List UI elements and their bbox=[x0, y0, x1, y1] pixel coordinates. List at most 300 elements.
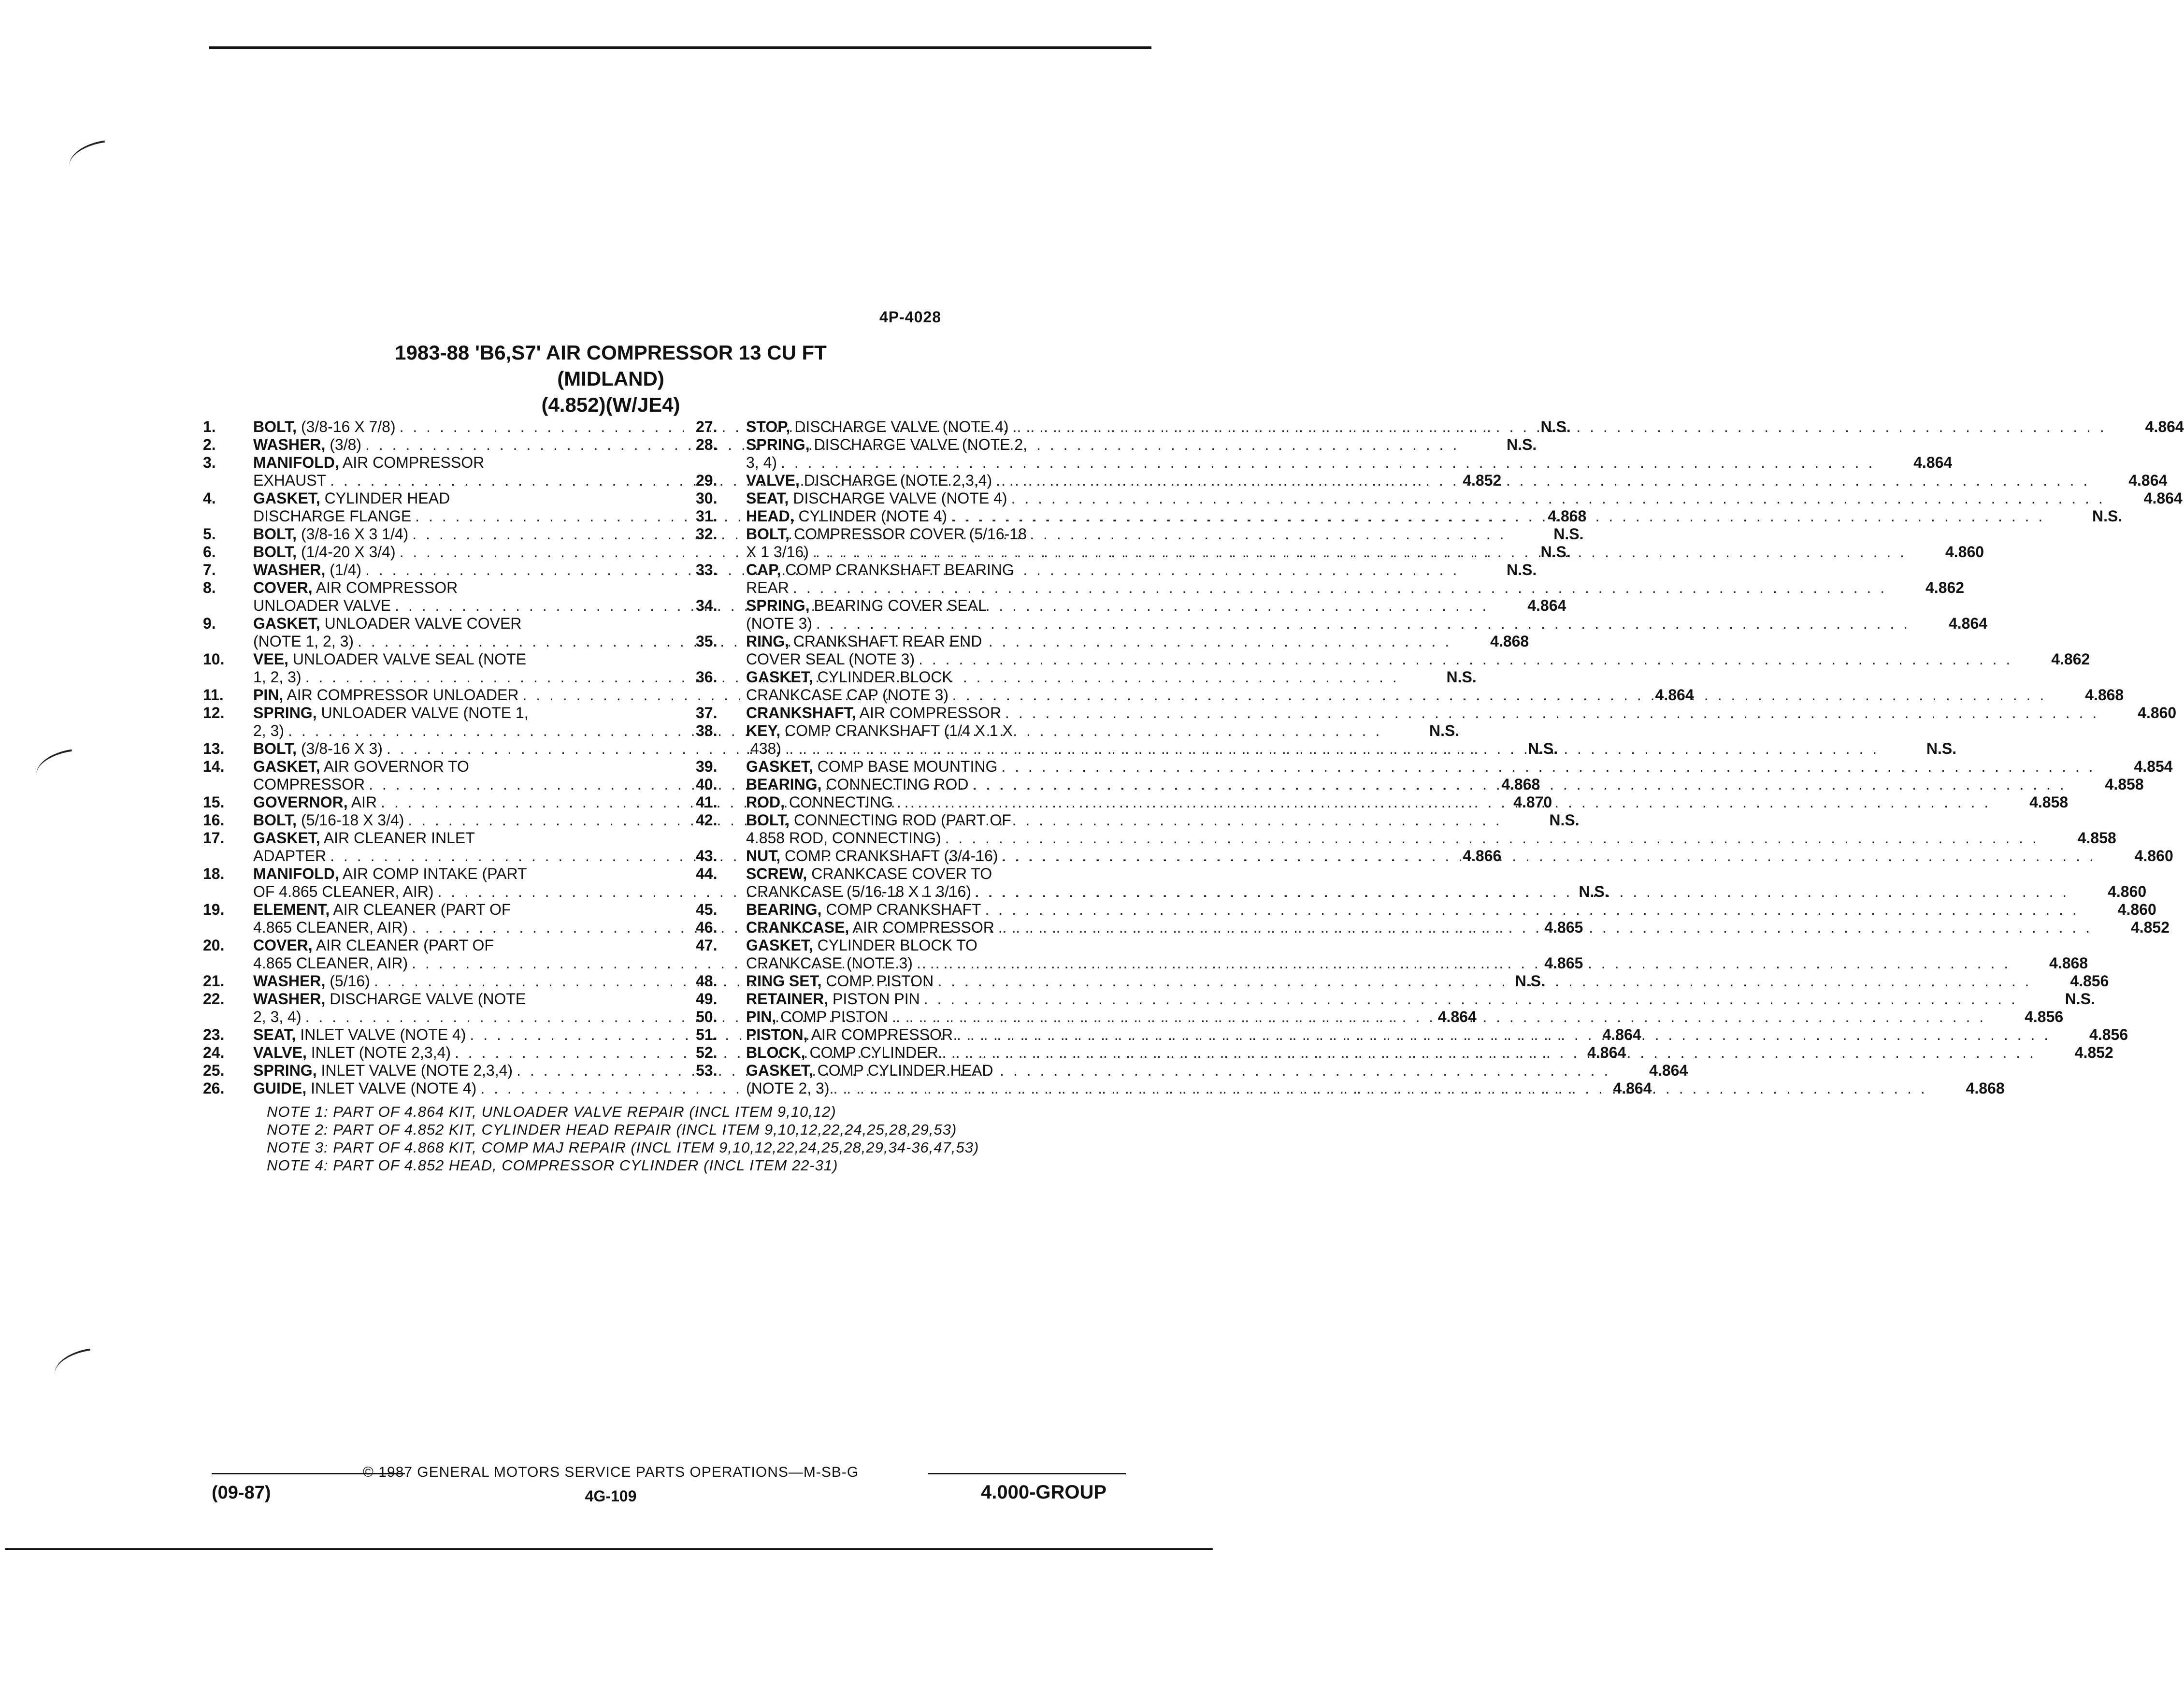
item-number: 13. bbox=[203, 740, 225, 757]
item-name: SCREW, bbox=[746, 865, 807, 882]
page-title-line-1: 1983-88 'B6,S7' AIR COMPRESSOR 13 CU FT bbox=[395, 341, 827, 364]
part-number: 4.860 bbox=[2117, 901, 2156, 918]
part-number: 4.868 bbox=[1501, 776, 1540, 793]
item-name: WASHER, bbox=[253, 972, 326, 990]
item-description-line bbox=[746, 954, 2088, 972]
part-number: 4.860 bbox=[2138, 704, 2177, 721]
item-description-line bbox=[746, 740, 1956, 758]
item-name: SEAT, bbox=[253, 1026, 296, 1043]
note-1: NOTE 1: PART OF 4.864 KIT, UNLOADER VALVE REPAIR (INCL ITEM 9,10,12) bbox=[267, 1103, 836, 1120]
item-detail: INLET VALVE (NOTE 4) bbox=[306, 1080, 477, 1097]
bottom-rule bbox=[5, 1548, 1213, 1550]
item-detail: DISCHARGE VALVE (NOTE 4) bbox=[790, 418, 1009, 435]
item-number: 10. bbox=[203, 650, 225, 668]
item-number: 12. bbox=[203, 704, 225, 721]
dot-leader bbox=[997, 758, 2095, 776]
part-number: 4.852 bbox=[2074, 1044, 2113, 1061]
part-number: 4.852 bbox=[2130, 919, 2170, 936]
item-detail: DISCHARGE (NOTE 2,3,4) bbox=[799, 472, 992, 489]
item-number: 48. bbox=[696, 972, 718, 990]
part-number: N.S. bbox=[1926, 740, 1957, 757]
punch-hole-mark bbox=[52, 1349, 93, 1375]
item-number: 24. bbox=[203, 1044, 225, 1061]
part-number: 4.870 bbox=[1513, 793, 1552, 811]
item-detail: 4.865 CLEANER, AIR) bbox=[253, 954, 408, 972]
item-description-line bbox=[746, 990, 2095, 1008]
part-number: 4.865 bbox=[1544, 919, 1583, 936]
item-number: 4. bbox=[203, 490, 216, 507]
item-name: CRANKCASE, bbox=[746, 919, 849, 936]
item-description-line bbox=[746, 525, 1984, 543]
part-number: 4.864 bbox=[1587, 1044, 1626, 1061]
item-number: 50. bbox=[696, 1008, 718, 1025]
item-detail: CRANKCASE (NOTE 3) bbox=[746, 954, 913, 972]
dot-leader bbox=[968, 776, 2066, 793]
part-number: 4.856 bbox=[2025, 1008, 2064, 1025]
item-detail: COVER SEAL (NOTE 3) bbox=[746, 650, 915, 668]
item-name: NUT, bbox=[746, 847, 781, 865]
item-detail: CYLINDER HEAD bbox=[320, 490, 450, 507]
page-number: 4G-109 bbox=[585, 1487, 637, 1505]
item-name: GASKET, bbox=[253, 615, 320, 632]
item-name: BOLT, bbox=[746, 525, 790, 543]
item-description-line bbox=[746, 543, 1984, 561]
item-detail: COMP PISTON bbox=[776, 1008, 888, 1025]
dot-leader bbox=[829, 1080, 1927, 1097]
part-number: 4.866 bbox=[1463, 847, 1502, 865]
item-description-line bbox=[746, 704, 2176, 722]
item-name: MANIFOLD, bbox=[253, 865, 339, 882]
item-detail: CRANKCASE (5/16-18 X 1 3/16) bbox=[746, 883, 971, 900]
item-number: 28. bbox=[696, 436, 718, 453]
item-detail: AIR COMPRESSOR bbox=[339, 454, 485, 471]
dot-leader bbox=[934, 972, 2031, 990]
item-description-line bbox=[746, 1080, 2005, 1097]
item-name: BOLT, bbox=[253, 740, 297, 757]
item-number: 3. bbox=[203, 454, 216, 471]
item-name: PISTON, bbox=[746, 1026, 808, 1043]
item-number: 18. bbox=[203, 865, 225, 882]
dot-leader bbox=[789, 579, 1887, 597]
dot-leader bbox=[809, 543, 1907, 561]
item-description bbox=[746, 793, 2068, 811]
item-detail: CONNECTING ROD bbox=[821, 776, 969, 793]
dot-leader bbox=[920, 990, 2018, 1008]
part-number: 4.864 bbox=[2143, 490, 2183, 507]
item-name: GASKET, bbox=[746, 1062, 813, 1079]
item-detail: AIR COMPRESSOR bbox=[312, 579, 458, 596]
item-description-line bbox=[746, 811, 2116, 829]
part-number: N.S. bbox=[1429, 722, 1460, 739]
item-detail: COMP CRANKSHAFT BEARING bbox=[781, 561, 1014, 578]
item-name: GOVERNOR, bbox=[253, 793, 348, 811]
item-name: BOLT, bbox=[746, 811, 790, 829]
item-detail: (1/4-20 X 3/4) bbox=[297, 543, 396, 561]
item-detail: CRANKCASE CAP (NOTE 3) bbox=[746, 686, 949, 704]
item-description bbox=[746, 811, 2116, 847]
item-detail: DISCHARGE VALVE (NOTE 2, bbox=[809, 436, 1028, 453]
punch-hole-mark bbox=[66, 141, 107, 167]
item-detail: COMP CYLINDER bbox=[805, 1044, 938, 1061]
part-number: 4.854 bbox=[2134, 758, 2173, 775]
item-detail: UNLOADER VALVE COVER bbox=[320, 615, 522, 632]
item-detail: .438) bbox=[746, 740, 781, 757]
item-name: BEARING, bbox=[746, 776, 822, 793]
dot-leader bbox=[938, 1044, 2036, 1062]
parts-list-item bbox=[696, 597, 1988, 633]
item-number: 1. bbox=[203, 418, 216, 435]
item-description-line bbox=[746, 454, 1952, 472]
item-description bbox=[746, 865, 2146, 901]
item-number: 51. bbox=[696, 1026, 718, 1043]
item-name: GASKET, bbox=[253, 490, 320, 507]
item-detail: COMPRESSOR COVER (5/16-18 bbox=[790, 525, 1027, 543]
item-number: 49. bbox=[696, 990, 718, 1008]
item-name: VALVE, bbox=[746, 472, 800, 489]
item-number: 36. bbox=[696, 668, 718, 686]
item-description-line bbox=[746, 490, 2183, 507]
item-detail: AIR COMPRESSOR UNLOADER bbox=[283, 686, 519, 704]
part-number: N.S. bbox=[1579, 883, 1609, 900]
part-number: 4.864 bbox=[1913, 454, 1953, 471]
item-description bbox=[746, 722, 1956, 758]
item-name: WASHER, bbox=[253, 990, 326, 1008]
item-description bbox=[746, 1008, 2063, 1026]
item-description-line bbox=[746, 418, 2184, 436]
item-description-line bbox=[746, 650, 2090, 668]
item-name: PIN, bbox=[253, 686, 284, 704]
part-number: 4.864 bbox=[1948, 615, 1988, 632]
item-description-line bbox=[746, 919, 2170, 937]
item-name: BOLT, bbox=[253, 525, 297, 543]
item-detail: OF 4.865 CLEANER, AIR) bbox=[253, 883, 434, 900]
item-description-line bbox=[746, 436, 1952, 454]
item-detail: AIR COMPRESSOR bbox=[849, 919, 994, 936]
item-detail: CONNECTING ROD (PART OF bbox=[790, 811, 1011, 829]
item-number: 27. bbox=[696, 418, 718, 435]
item-number: 14. bbox=[203, 758, 225, 775]
item-name: COVER, bbox=[253, 937, 313, 954]
item-name: WASHER, bbox=[253, 436, 326, 453]
dot-leader bbox=[998, 847, 2096, 865]
item-detail: BEARING COVER SEAL bbox=[809, 597, 987, 614]
item-description-line bbox=[746, 937, 2088, 954]
item-detail: PISTON PIN bbox=[828, 990, 920, 1008]
item-detail: 4.865 CLEANER, AIR) bbox=[253, 919, 408, 936]
item-description bbox=[746, 490, 2183, 507]
item-name: RING SET, bbox=[746, 972, 822, 990]
item-detail: (3/8-16 X 3 1/4) bbox=[297, 525, 409, 543]
item-detail: CYLINDER BLOCK bbox=[813, 668, 952, 686]
item-description bbox=[746, 1044, 2113, 1062]
item-detail: 2, 3, 4) bbox=[253, 1008, 302, 1025]
item-detail: CYLINDER BLOCK TO bbox=[813, 937, 977, 954]
part-number: 4.864 bbox=[1437, 1008, 1477, 1025]
item-detail: UNLOADER VALVE bbox=[253, 597, 391, 614]
item-description-line bbox=[746, 1062, 2005, 1080]
parts-list-item bbox=[696, 490, 2183, 507]
item-number: 17. bbox=[203, 829, 225, 847]
item-detail: (5/16) bbox=[325, 972, 370, 990]
item-description bbox=[746, 472, 2167, 490]
part-number: 4.860 bbox=[2134, 847, 2173, 865]
item-detail: AIR COMPRESSOR bbox=[807, 1026, 953, 1043]
part-number: N.S. bbox=[1549, 811, 1580, 829]
dot-leader bbox=[981, 901, 2079, 919]
item-name: CAP, bbox=[746, 561, 781, 578]
parts-list-item bbox=[696, 704, 2177, 722]
part-number: 4.862 bbox=[1925, 579, 1965, 596]
part-number: N.S. bbox=[1446, 668, 1477, 686]
item-number: 35. bbox=[696, 633, 718, 650]
page-title-line-3: (4.852)(W/JE4) bbox=[541, 393, 680, 416]
item-name: SPRING, bbox=[746, 436, 810, 453]
doc-code: 4P-4028 bbox=[879, 308, 941, 326]
part-number: N.S. bbox=[1540, 418, 1571, 435]
item-number: 21. bbox=[203, 972, 225, 990]
item-number: 44. bbox=[696, 865, 718, 882]
item-name: SPRING, bbox=[253, 704, 317, 721]
item-name: GUIDE, bbox=[253, 1080, 307, 1097]
item-detail: EXHAUST bbox=[253, 472, 327, 489]
item-name: WASHER, bbox=[253, 561, 326, 578]
item-description-line bbox=[746, 847, 2173, 865]
item-number: 16. bbox=[203, 811, 225, 829]
dot-leader bbox=[941, 829, 2039, 847]
item-number: 53. bbox=[696, 1062, 718, 1079]
item-detail: INLET VALVE (NOTE 2,3,4) bbox=[316, 1062, 513, 1079]
dot-leader bbox=[1009, 418, 2107, 436]
item-name: GASKET, bbox=[746, 758, 813, 775]
item-number: 11. bbox=[203, 686, 224, 704]
dot-leader bbox=[971, 883, 2069, 901]
item-detail: 3, 4) bbox=[746, 454, 777, 471]
item-detail: X 1 3/16) bbox=[746, 543, 809, 561]
part-number: 4.856 bbox=[2070, 972, 2109, 990]
item-name: BOLT, bbox=[253, 811, 297, 829]
item-description bbox=[746, 507, 2122, 525]
item-description bbox=[746, 668, 2124, 704]
item-name: PIN, bbox=[746, 1008, 776, 1025]
item-detail: REAR bbox=[746, 579, 789, 596]
item-detail: CONNECTING bbox=[785, 793, 893, 811]
item-detail: AIR COMPRESSOR bbox=[856, 704, 1002, 721]
dot-leader bbox=[777, 454, 1875, 472]
item-detail: 4.858 ROD, CONNECTING) bbox=[746, 829, 941, 847]
item-name: SPRING, bbox=[746, 597, 810, 614]
part-number: 4.864 bbox=[1655, 686, 1694, 704]
dot-leader bbox=[915, 650, 2012, 668]
item-detail: (5/16-18 X 3/4) bbox=[297, 811, 404, 829]
item-detail: COMP BASE MOUNTING bbox=[813, 758, 998, 775]
item-description-line bbox=[746, 561, 1964, 579]
item-detail: COMP CRANKSHAFT (1/4 X 1 X bbox=[780, 722, 1013, 739]
part-number: N.S. bbox=[2092, 507, 2123, 525]
item-name: BOLT, bbox=[253, 543, 297, 561]
item-number: 25. bbox=[203, 1062, 225, 1079]
part-number: N.S. bbox=[1515, 972, 1545, 990]
item-name: BOLT, bbox=[253, 418, 297, 435]
item-number: 37. bbox=[696, 704, 718, 721]
item-detail: CRANKCASE COVER TO bbox=[807, 865, 992, 882]
item-detail: COMP PISTON bbox=[821, 972, 934, 990]
item-description-line bbox=[746, 776, 2144, 793]
item-description-line bbox=[746, 972, 2109, 990]
item-number: 43. bbox=[696, 847, 718, 865]
group-label: 4.000-GROUP bbox=[981, 1482, 1107, 1503]
copyright: © 1987 GENERAL MOTORS SERVICE PARTS OPERATIONS—M-SB-G bbox=[362, 1464, 859, 1480]
item-name: GASKET, bbox=[253, 758, 320, 775]
item-number: 34. bbox=[696, 597, 718, 614]
item-detail: UNLOADER VALVE SEAL (NOTE bbox=[288, 650, 526, 668]
part-number: N.S. bbox=[1506, 436, 1537, 453]
part-number: 4.864 bbox=[1602, 1026, 1641, 1043]
item-number: 31. bbox=[696, 507, 718, 525]
item-name: KEY, bbox=[746, 722, 781, 739]
revision-date: (09-87) bbox=[212, 1483, 271, 1503]
notes bbox=[267, 1103, 979, 1174]
item-detail: CRANKSHAFT REAR END bbox=[789, 633, 982, 650]
item-detail: AIR bbox=[347, 793, 377, 811]
item-number: 9. bbox=[203, 615, 216, 632]
item-name: ELEMENT, bbox=[253, 901, 330, 918]
item-description-line bbox=[746, 865, 2146, 883]
item-detail: (3/8) bbox=[325, 436, 362, 453]
item-number: 8. bbox=[203, 579, 216, 596]
part-number: 4.858 bbox=[2105, 776, 2144, 793]
item-number: 47. bbox=[696, 937, 718, 954]
item-number: 42. bbox=[696, 811, 718, 829]
item-detail: (3/8-16 X 3) bbox=[297, 740, 383, 757]
item-name: VEE, bbox=[253, 650, 288, 668]
dot-leader bbox=[913, 954, 2011, 972]
part-number: N.S. bbox=[1506, 561, 1537, 578]
item-description bbox=[746, 1062, 2005, 1097]
item-description bbox=[746, 847, 2173, 865]
item-description bbox=[746, 704, 2176, 722]
punch-hole-mark bbox=[33, 750, 74, 776]
item-description-line bbox=[746, 579, 1964, 597]
item-number: 26. bbox=[203, 1080, 225, 1097]
part-number: 4.864 bbox=[2145, 418, 2184, 435]
item-detail: (1/4) bbox=[325, 561, 362, 578]
item-detail: INLET VALVE (NOTE 4) bbox=[296, 1026, 466, 1043]
note-4: NOTE 4: PART OF 4.852 HEAD, COMPRESSOR CYLINDER (INCL ITEM 22-31) bbox=[267, 1157, 838, 1174]
item-detail: (NOTE 1, 2, 3) bbox=[253, 633, 354, 650]
item-number: 22. bbox=[203, 990, 225, 1008]
part-number: 4.852 bbox=[1463, 472, 1502, 489]
item-name: GASKET, bbox=[746, 937, 813, 954]
item-number: 39. bbox=[696, 758, 718, 775]
item-description-line bbox=[746, 472, 2167, 490]
item-name: RING, bbox=[746, 633, 789, 650]
part-number: 4.865 bbox=[1544, 954, 1583, 972]
part-number: 4.856 bbox=[2089, 1026, 2128, 1043]
part-number: N.S. bbox=[1553, 525, 1584, 543]
item-name: COVER, bbox=[253, 579, 313, 596]
item-detail: ADAPTER bbox=[253, 847, 327, 865]
item-detail: CYLINDER (NOTE 4) bbox=[794, 507, 948, 525]
item-name: STOP, bbox=[746, 418, 790, 435]
part-number: 4.858 bbox=[2029, 793, 2069, 811]
item-description bbox=[746, 990, 2095, 1008]
item-name: SEAT, bbox=[746, 490, 789, 507]
item-number: 32. bbox=[696, 525, 718, 543]
item-description bbox=[746, 436, 1952, 472]
dot-leader bbox=[1001, 704, 2099, 722]
item-number: 5. bbox=[203, 525, 216, 543]
item-description-line bbox=[746, 722, 1956, 740]
parts-list-item bbox=[696, 990, 2095, 1008]
item-description-line bbox=[746, 507, 2122, 525]
item-number: 2. bbox=[203, 436, 216, 453]
part-number: 4.868 bbox=[1966, 1080, 2005, 1097]
part-number: 4.868 bbox=[1548, 507, 1587, 525]
item-description bbox=[746, 937, 2088, 972]
part-number: 4.864 bbox=[2128, 472, 2168, 489]
item-name: GASKET, bbox=[746, 668, 813, 686]
item-name: CRANKSHAFT, bbox=[746, 704, 856, 721]
item-number: 46. bbox=[696, 919, 718, 936]
item-description bbox=[746, 758, 2173, 776]
item-detail: COMP CRANKSHAFT bbox=[821, 901, 981, 918]
item-detail: (NOTE 3) bbox=[746, 615, 812, 632]
item-number: 33. bbox=[696, 561, 718, 578]
item-description-line bbox=[746, 758, 2173, 776]
item-detail: AIR GOVERNOR TO bbox=[320, 758, 469, 775]
page-title-line-2: (MIDLAND) bbox=[557, 367, 664, 390]
item-name: VALVE, bbox=[253, 1044, 307, 1061]
item-name: BLOCK, bbox=[746, 1044, 805, 1061]
item-name: MANIFOLD, bbox=[253, 454, 339, 471]
item-number: 40. bbox=[696, 776, 718, 793]
item-detail: AIR CLEANER (PART OF bbox=[312, 937, 494, 954]
item-description-line bbox=[746, 597, 1987, 615]
item-description-line bbox=[746, 686, 2124, 704]
part-number: 4.858 bbox=[2077, 829, 2116, 847]
item-description-line bbox=[746, 1044, 2113, 1062]
item-number: 38. bbox=[696, 722, 718, 739]
dot-leader bbox=[781, 740, 1879, 758]
part-number: 4.864 bbox=[1649, 1062, 1688, 1079]
part-number: 4.864 bbox=[1613, 1080, 1652, 1097]
dot-leader bbox=[947, 507, 2045, 525]
item-description bbox=[746, 972, 2109, 990]
part-number: 4.864 bbox=[1527, 597, 1566, 614]
parts-list-item bbox=[696, 758, 2173, 776]
dot-leader bbox=[948, 686, 2046, 704]
item-name: GASKET, bbox=[253, 829, 320, 847]
item-number: 7. bbox=[203, 561, 216, 578]
dot-leader bbox=[994, 919, 2092, 937]
part-number: N.S. bbox=[1527, 740, 1558, 757]
item-name: ROD, bbox=[746, 793, 785, 811]
item-detail: AIR CLEANER INLET bbox=[320, 829, 475, 847]
part-number: 4.868 bbox=[1490, 633, 1529, 650]
item-name: SPRING, bbox=[253, 1062, 317, 1079]
item-detail: (NOTE 2, 3) bbox=[746, 1080, 830, 1097]
item-detail: UNLOADER VALVE (NOTE 1, bbox=[316, 704, 529, 721]
item-name: HEAD, bbox=[746, 507, 794, 525]
dot-leader bbox=[953, 1026, 2051, 1044]
item-number: 23. bbox=[203, 1026, 225, 1043]
item-description bbox=[746, 633, 2090, 668]
item-description bbox=[746, 1026, 2128, 1044]
note-2: NOTE 2: PART OF 4.852 KIT, CYLINDER HEAD REPAIR (INCL ITEM 9,10,12,22,24,25,28,29,53) bbox=[267, 1121, 957, 1138]
part-number: 4.862 bbox=[2051, 650, 2090, 668]
item-detail: INLET (NOTE 2,3,4) bbox=[306, 1044, 451, 1061]
item-detail: AIR COMP INTAKE (PART bbox=[339, 865, 527, 882]
